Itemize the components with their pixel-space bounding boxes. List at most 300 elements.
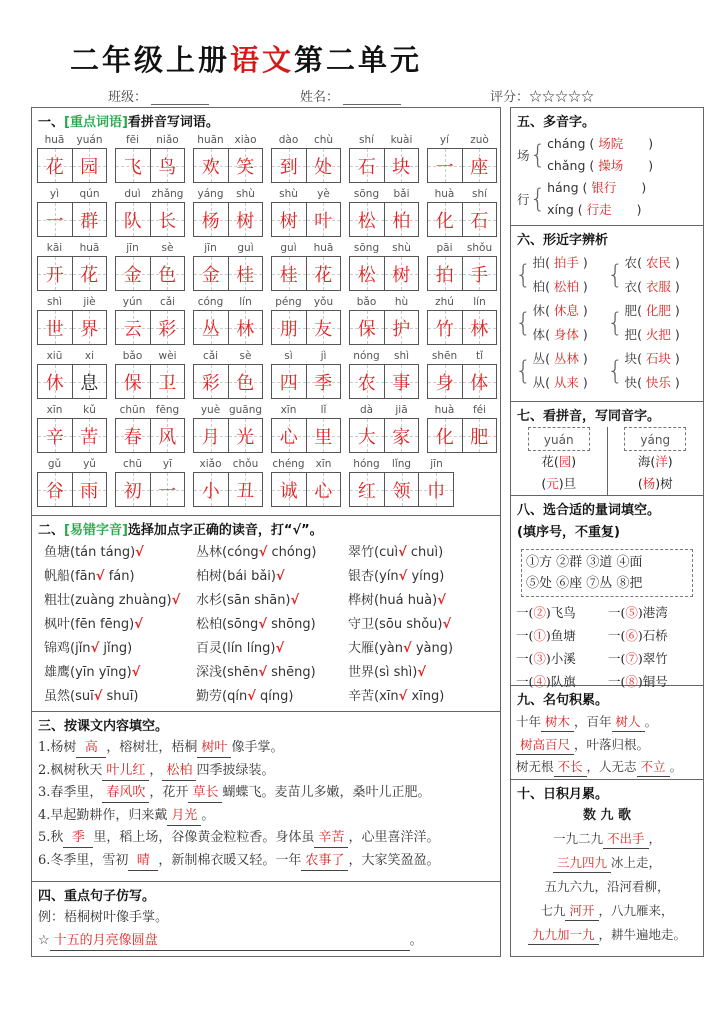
char-box[interactable]: 息 [73, 365, 107, 398]
measure-word-item: 一(⑥)石桥 [608, 628, 668, 643]
pinyin: nóng shì [353, 350, 410, 362]
answer[interactable]: 从来 [553, 375, 579, 390]
pinyin: huān xiào [197, 134, 257, 146]
char-box[interactable]: 林 [463, 311, 497, 344]
char-box[interactable]: 金 [194, 257, 229, 290]
option-a[interactable]: (sōng [222, 617, 259, 632]
class-input[interactable] [151, 93, 209, 105]
char-box[interactable]: 丛 [194, 311, 229, 344]
fill-line: 五九六九，沿河看柳， [544, 879, 670, 894]
answer[interactable]: 操场 [598, 158, 624, 173]
option-b[interactable]: shōng) [271, 617, 316, 632]
check-mark-icon: √ [90, 641, 100, 656]
character-boxes[interactable] [37, 202, 107, 237]
option-a[interactable]: (sì [374, 665, 390, 680]
character-boxes[interactable] [115, 472, 185, 507]
option-a[interactable]: (yín [374, 569, 399, 584]
option-b[interactable]: shǒu) [406, 617, 443, 632]
answer[interactable]: 快乐 [645, 375, 671, 390]
char-box[interactable]: 友 [307, 311, 341, 344]
char-box[interactable]: 手 [463, 257, 497, 290]
char-box[interactable]: 领 [385, 473, 420, 506]
word-item [115, 348, 185, 402]
char-box[interactable]: 大 [350, 419, 385, 452]
character-boxes[interactable] [193, 256, 263, 291]
pinyin: xiū xi [46, 350, 95, 362]
option-a[interactable]: (lín [222, 641, 243, 656]
char-box[interactable]: 花 [307, 257, 341, 290]
section-1-heading: 一、[重点词语]看拼音写词语。 [38, 115, 219, 130]
answer[interactable]: ⑧ [625, 674, 638, 689]
char-box[interactable]: 体 [463, 365, 497, 398]
char-box[interactable]: 心 [307, 473, 341, 506]
word-row [37, 402, 497, 456]
option-b[interactable]: bǎi) [251, 569, 276, 584]
char-box[interactable]: 拍 [428, 257, 463, 290]
fill-line: 树无根 不长 ，人无志 不立 。 [511, 756, 703, 779]
char-box[interactable]: 鸟 [151, 149, 185, 182]
char-box[interactable]: 休 [38, 365, 73, 398]
option-a[interactable]: (qín [222, 689, 248, 704]
character-boxes[interactable] [37, 310, 107, 345]
pronunciation-item: 粗壮(zuàng zhuàng)√ [44, 593, 181, 608]
option-a[interactable]: (sān [222, 593, 251, 608]
answer[interactable]: 衣服 [645, 279, 671, 294]
pinyin-box: yuán [528, 427, 590, 451]
measure-word-item: 一(⑧)铜号 [608, 674, 668, 689]
char-box[interactable]: 处 [307, 149, 341, 182]
option-b[interactable]: qíng) [260, 689, 294, 704]
option-b[interactable]: shēng) [271, 665, 316, 680]
char-box[interactable]: 杨 [194, 203, 229, 236]
character-boxes[interactable] [271, 148, 341, 183]
answer[interactable]: ⑥ [625, 628, 638, 643]
answer[interactable]: ③ [533, 651, 546, 666]
char-box[interactable]: 群 [73, 203, 107, 236]
fill-line: 5.秋 季 里，稻上场，谷像黄金粒粒香。身体虽 辛苦 ，心里喜洋洋。 [32, 827, 500, 850]
word-item [271, 186, 341, 240]
answer-blank[interactable]: 春风吹 [102, 784, 149, 803]
character-boxes[interactable] [271, 202, 341, 237]
character-boxes[interactable] [115, 418, 185, 453]
char-box[interactable]: 云 [116, 311, 151, 344]
char-box[interactable]: 化 [428, 203, 463, 236]
char-box[interactable]: 身 [428, 365, 463, 398]
char-box[interactable]: 花 [38, 149, 73, 182]
character-boxes[interactable] [349, 148, 419, 183]
answer-blank[interactable]: 树高百尺 [516, 736, 574, 755]
section-4 [32, 882, 500, 958]
char-box[interactable]: 季 [307, 365, 341, 398]
option-b[interactable]: yīng) [98, 665, 132, 680]
character-boxes[interactable] [349, 472, 454, 507]
check-mark-icon: √ [403, 641, 412, 656]
word-row [37, 294, 497, 348]
option-a[interactable]: (xīn [374, 689, 399, 704]
answer[interactable]: ⑤ [625, 605, 638, 620]
fill-line: 4.早起勤耕作，归来戴 月光 。 [32, 805, 500, 828]
word-item [115, 132, 185, 186]
option-b[interactable]: chóng) [271, 545, 317, 560]
pronunciation-item: 虽然(suī√ shuī) [44, 689, 139, 704]
char-box[interactable]: 春 [116, 419, 151, 452]
char-box[interactable]: 肥 [463, 419, 497, 452]
option-b[interactable]: fēng) [100, 617, 135, 632]
word-item [349, 348, 419, 402]
char-box[interactable]: 巾 [419, 473, 453, 506]
measure-word-item: 一(③)小溪 [516, 651, 576, 666]
answer[interactable]: 松柏 [553, 279, 579, 294]
char-box[interactable]: 风 [151, 419, 185, 452]
character-boxes[interactable] [427, 202, 497, 237]
option-b[interactable]: yàng) [415, 641, 454, 656]
character-boxes[interactable] [115, 364, 185, 399]
character-boxes[interactable] [193, 148, 263, 183]
option-a[interactable]: (cuì [374, 545, 399, 560]
answer[interactable]: 杨 [642, 476, 656, 491]
pinyin: dà jiā [359, 404, 408, 416]
character-boxes[interactable] [37, 418, 107, 453]
word-item [115, 240, 185, 294]
option-b[interactable]: shān) [254, 593, 291, 608]
answer-blank[interactable]: 农事了 [301, 852, 348, 871]
word-row [37, 240, 497, 294]
character-boxes[interactable] [271, 364, 341, 399]
pinyin: gǔ yǔ [47, 458, 96, 470]
char-box[interactable]: 家 [385, 419, 419, 452]
character-boxes[interactable] [115, 148, 185, 183]
char-box[interactable]: 竹 [428, 311, 463, 344]
character-boxes[interactable] [37, 472, 107, 507]
option-a[interactable]: (tán [70, 545, 97, 560]
char-box[interactable]: 色 [229, 365, 263, 398]
answer[interactable]: ④ [533, 674, 546, 689]
char-box[interactable]: 谷 [38, 473, 73, 506]
character-boxes[interactable] [349, 364, 419, 399]
fill-line: 1.杨树 高 ，榕树壮，梧桐 树叶 像手掌。 [32, 737, 500, 760]
char-box[interactable]: 保 [350, 311, 385, 344]
option-a[interactable]: (sōu [374, 617, 403, 632]
pronunciation-item: 锦鸡(jǐn√ jǐng) [44, 641, 133, 656]
name-field: 姓名： [300, 86, 401, 105]
char-box[interactable]: 苦 [73, 419, 107, 452]
char-box[interactable]: 一 [428, 149, 463, 182]
answer-blank[interactable]: 河开 [565, 902, 598, 921]
answer-blank[interactable]: 不长 [554, 758, 587, 777]
char-box[interactable]: 树 [229, 203, 263, 236]
char-box[interactable]: 红 [350, 473, 385, 506]
char-box[interactable]: 丑 [229, 473, 263, 506]
char-box[interactable]: 桂 [229, 257, 263, 290]
character-boxes[interactable] [427, 364, 497, 399]
char-box[interactable]: 朋 [272, 311, 307, 344]
character-boxes[interactable] [193, 364, 263, 399]
answer[interactable]: ⑦ [625, 651, 638, 666]
character-boxes[interactable] [427, 148, 497, 183]
char-box[interactable]: 石 [350, 149, 385, 182]
char-box[interactable]: 块 [385, 149, 419, 182]
pinyin: xīn kǔ [46, 404, 96, 416]
character-boxes[interactable] [115, 256, 185, 291]
option-b[interactable]: shuī) [106, 689, 139, 704]
answer-blank[interactable]: 月光 [167, 807, 201, 826]
char-box[interactable]: 队 [116, 203, 151, 236]
answer[interactable]: 休息 [553, 303, 579, 318]
character-boxes[interactable] [349, 202, 419, 237]
pinyin: huā yuán [44, 134, 103, 146]
char-box[interactable]: 诚 [272, 473, 307, 506]
word-item [115, 456, 185, 510]
fill-line: 七九 河开 ，八九雁来， [511, 899, 703, 923]
character-boxes[interactable] [37, 256, 107, 291]
answer-blank[interactable]: 树叶 [197, 739, 231, 758]
answer[interactable]: 火把 [645, 327, 671, 342]
option-b[interactable]: zhuàng) [118, 593, 172, 608]
char-box[interactable]: 雨 [73, 473, 107, 506]
character-boxes[interactable] [349, 256, 419, 291]
section-4-heading: 四、重点句子仿写。 [38, 889, 156, 904]
pronunciation-item: 帆船(fān√ fán) [44, 569, 135, 584]
word-item [37, 402, 107, 456]
char-box[interactable]: 里 [307, 419, 341, 452]
option-a[interactable]: (shēn [222, 665, 259, 680]
score-field: 评分：☆☆☆☆☆ [490, 90, 595, 105]
section-8-heading: 八、选合适的量词填空。 [517, 503, 661, 518]
char-box[interactable]: 到 [272, 149, 307, 182]
word-item [37, 240, 107, 294]
char-box[interactable]: 护 [385, 311, 419, 344]
char-box[interactable]: 世 [38, 311, 73, 344]
character-boxes[interactable] [37, 364, 107, 399]
measure-word-item: 一(②)飞鸟 [516, 605, 576, 620]
answer-blank[interactable]: 三九四九 [553, 854, 611, 873]
word-item [37, 294, 107, 348]
option-a[interactable]: (fān [70, 569, 96, 584]
answer-blank[interactable]: 树人 [612, 713, 645, 732]
option-a[interactable]: (huá [374, 593, 404, 608]
char-box[interactable]: 化 [428, 419, 463, 452]
answer[interactable]: 石块 [645, 351, 671, 366]
answer[interactable]: 化肥 [645, 303, 671, 318]
char-box[interactable]: 初 [116, 473, 151, 506]
answer[interactable]: 园 [558, 454, 572, 469]
char-box[interactable]: 笑 [229, 149, 263, 182]
section-3-heading: 三、按课文内容填空。 [38, 719, 169, 734]
fill-line: 6.冬季里，雪初 晴 ，新制棉衣暖又轻。一年 农事了 ，大家笑盈盈。 [32, 850, 500, 873]
char-box[interactable]: 界 [73, 311, 107, 344]
char-box[interactable]: 欢 [194, 149, 229, 182]
char-box[interactable]: 农 [350, 365, 385, 398]
char-box[interactable]: 花 [73, 257, 107, 290]
character-boxes[interactable] [193, 472, 263, 507]
character-boxes[interactable] [271, 418, 341, 453]
char-box[interactable]: 色 [151, 257, 185, 290]
section-6 [511, 226, 703, 402]
word-grid [37, 132, 497, 510]
option-a[interactable]: (zuàng [70, 593, 115, 608]
check-mark-icon: √ [131, 665, 141, 680]
answer-blank[interactable]: 辛苦 [314, 829, 348, 848]
section-5 [511, 108, 703, 226]
char-box[interactable]: 卫 [151, 365, 185, 398]
answer[interactable]: 元 [546, 476, 559, 491]
option-a[interactable]: (yīn [70, 665, 95, 680]
char-box[interactable]: 保 [116, 365, 151, 398]
section-6-heading: 六、形近字辨析 [517, 233, 609, 248]
answer-blank[interactable]: 九九加一九 [528, 926, 599, 945]
character-boxes[interactable] [271, 472, 341, 507]
page-title: 二年级上册语文第二单元 [70, 43, 423, 77]
check-mark-icon: √ [171, 593, 181, 608]
option-b[interactable]: líng) [246, 641, 276, 656]
fill-line: 2.枫树秋天 叶儿红 ， 松柏 四季披绿装。 [32, 760, 500, 783]
word-item [271, 132, 341, 186]
character-boxes[interactable] [349, 418, 419, 453]
option-a[interactable]: (bái [222, 569, 247, 584]
word-item [427, 402, 497, 456]
answer[interactable]: 银行 [591, 180, 617, 195]
char-box[interactable]: 树 [385, 257, 419, 290]
char-box[interactable]: 柏 [385, 203, 419, 236]
word-item [349, 132, 419, 186]
answer[interactable]: 场院 [598, 136, 624, 151]
answer-blank[interactable]: 季 [63, 829, 93, 848]
character-boxes[interactable] [193, 310, 263, 345]
polyphone-item: cháng ( 场院 ) [547, 133, 653, 155]
check-mark-icon: √ [258, 545, 268, 560]
answer-blank[interactable]: 树木 [541, 713, 574, 732]
word-item [115, 402, 185, 456]
char-box[interactable]: 飞 [116, 149, 151, 182]
name-input[interactable] [343, 93, 401, 105]
char-box[interactable]: 长 [151, 203, 185, 236]
answer[interactable]: 身体 [553, 327, 579, 342]
pronunciation-item: 桦树(huá huà)√ [348, 593, 446, 608]
similar-char-pair: { 丛( 丛林 ) 从( 从来 ) [515, 351, 588, 390]
similar-char-pair: { 农( 农民 ) 衣( 衣服 ) [607, 255, 680, 294]
answer-blank[interactable]: 松柏 [162, 762, 196, 781]
word-item [427, 348, 497, 402]
option-b[interactable]: huà) [407, 593, 438, 608]
character-boxes[interactable] [349, 310, 419, 345]
fill-line: 一九二九 不出手 ， [511, 827, 703, 851]
character-boxes[interactable] [193, 202, 263, 237]
check-mark-icon: √ [93, 689, 103, 704]
char-box[interactable]: 四 [272, 365, 307, 398]
option-b[interactable]: yíng) [411, 569, 445, 584]
answer[interactable]: 拍手 [553, 255, 579, 270]
option-b[interactable]: chuì) [410, 545, 444, 560]
pinyin: huà shí [434, 188, 488, 200]
char-box[interactable]: 一 [151, 473, 185, 506]
option-a[interactable]: (yàn [374, 641, 403, 656]
answer-blank[interactable]: 高 [76, 739, 106, 758]
answer[interactable]: 丛林 [553, 351, 579, 366]
word-item [427, 240, 497, 294]
char-box[interactable]: 松 [350, 203, 385, 236]
char-box[interactable]: 彩 [194, 365, 229, 398]
character-boxes[interactable] [115, 310, 185, 345]
pinyin: bǎo hù [356, 296, 409, 308]
char-box[interactable]: 金 [116, 257, 151, 290]
answer[interactable]: ① [533, 628, 546, 643]
char-box[interactable]: 心 [272, 419, 307, 452]
character-boxes[interactable] [427, 310, 497, 345]
imitation-answer[interactable]: 十五的月亮像圆盘 [50, 932, 410, 951]
option-a[interactable]: (fēn [70, 617, 96, 632]
pronunciation-item: 丛林(cóng√ chóng) [196, 545, 317, 560]
answer[interactable]: ② [533, 605, 546, 620]
section-7 [511, 402, 703, 496]
answer[interactable]: 农民 [645, 255, 671, 270]
option-b[interactable]: shì) [393, 665, 418, 680]
option-b[interactable]: táng) [100, 545, 136, 560]
option-b[interactable]: jǐng) [103, 641, 133, 656]
char-box[interactable]: 石 [463, 203, 497, 236]
section-10 [511, 780, 703, 958]
character-boxes[interactable] [427, 256, 497, 291]
char-box[interactable]: 松 [350, 257, 385, 290]
option-a[interactable]: (jǐn [70, 641, 91, 656]
pronunciation-item: 水杉(sān shān)√ [196, 593, 300, 608]
char-box[interactable]: 小 [194, 473, 229, 506]
char-box[interactable]: 辛 [38, 419, 73, 452]
answer[interactable]: 行走 [586, 202, 612, 217]
char-box[interactable]: 事 [385, 365, 419, 398]
character-boxes[interactable] [115, 202, 185, 237]
word-item [193, 186, 263, 240]
answer-blank[interactable]: 不立 [637, 758, 670, 777]
section-2-heading: 二、[易错字音]选择加点字正确的读音，打“√”。 [38, 523, 323, 538]
char-box[interactable]: 一 [38, 203, 73, 236]
answer-blank[interactable]: 晴 [128, 852, 158, 871]
option-a[interactable]: (cóng [222, 545, 259, 560]
char-box[interactable]: 树 [272, 203, 307, 236]
answer-blank[interactable]: 不出手 [603, 830, 649, 849]
char-box[interactable]: 彩 [151, 311, 185, 344]
char-box[interactable]: 月 [194, 419, 229, 452]
character-boxes[interactable] [271, 310, 341, 345]
option-a[interactable]: (suī [70, 689, 94, 704]
character-boxes[interactable] [193, 418, 263, 453]
pinyin: yáng shù [197, 188, 255, 200]
option-b[interactable]: fán) [108, 569, 135, 584]
char-box[interactable]: 光 [229, 419, 263, 452]
char-box[interactable]: 座 [463, 149, 497, 182]
pinyin: zhú lín [435, 296, 486, 308]
check-mark-icon: √ [275, 569, 285, 584]
character-boxes[interactable] [37, 148, 107, 183]
character-boxes[interactable] [427, 418, 497, 453]
answer[interactable]: 洋 [655, 454, 668, 469]
answer-blank[interactable]: 叶儿红 [102, 762, 149, 781]
char-box[interactable]: 林 [229, 311, 263, 344]
char-box[interactable]: 开 [38, 257, 73, 290]
right-panel [510, 107, 704, 957]
word-item [115, 186, 185, 240]
pronunciation-item: 翠竹(cuì√ chuì) [348, 545, 444, 560]
option-b[interactable]: xīng) [411, 689, 445, 704]
character-boxes[interactable] [271, 256, 341, 291]
pinyin: duì zhǎng [124, 188, 184, 200]
measure-word-item: 一(④)队旗 [516, 674, 576, 689]
char-box[interactable]: 园 [73, 149, 107, 182]
char-box[interactable]: 桂 [272, 257, 307, 290]
check-mark-icon: √ [95, 569, 105, 584]
char-box[interactable]: 叶 [307, 203, 341, 236]
similar-char-pair: { 休( 休息 ) 体( 身体 ) [515, 303, 588, 342]
answer-blank[interactable]: 草长 [188, 784, 222, 803]
